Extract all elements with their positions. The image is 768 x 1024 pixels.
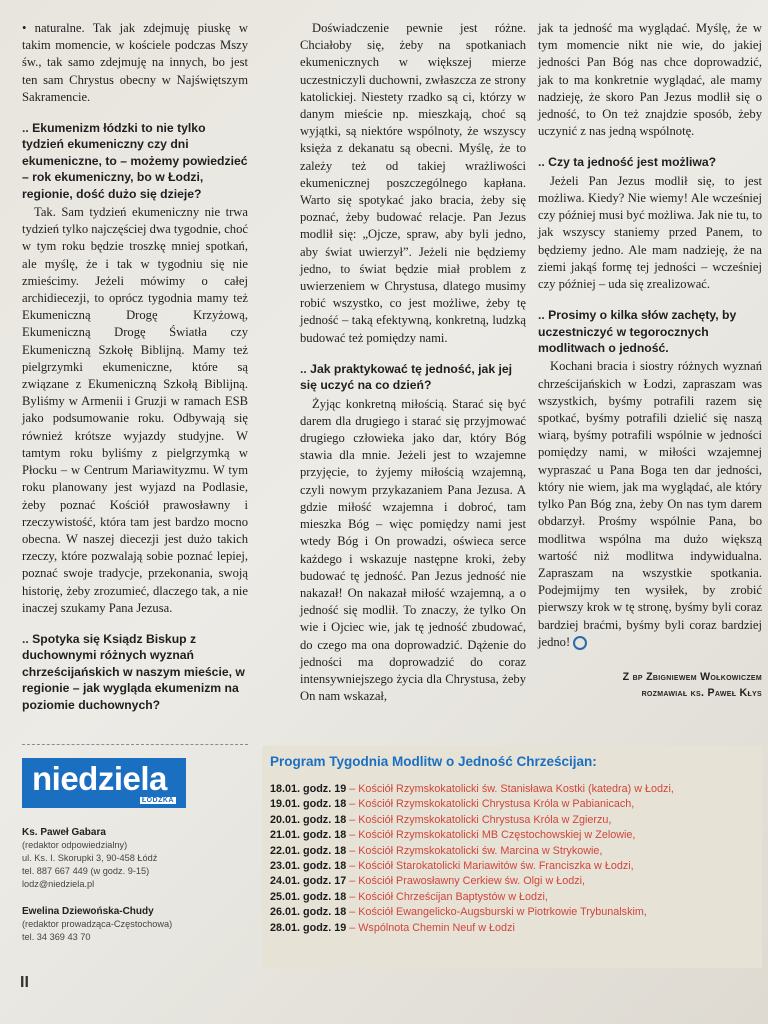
program-date: 22.01. godz. 18 <box>270 844 347 857</box>
closing-paragraph-text: Kochani bracia i siostry różnych wyznań chrześcijańskich w Łodzi, zapraszam was wszystkich, byśmy potrafili razem się spotkać, byśmy potrafili dzielić się naszą wiarą, byśmy potrafili wspólnie w jedności pomiędzy nami, w miłości wzajemnej wypraszać u Pana Boga ten dar jedności, który nie wiem, jak ma wyglądać, ale który tylko Pan Bóg zna, żeby On nas tym darem obdarzył. Prośmy wspólnie Pana, bo modlitwa wspólna ma dużo większą wartość niż modlitwa indywidualna. Zapraszam na wszystkie spotkania. Podejmijmy ten wysiłek, by zrobić pierwszy krok w tę stronę, byśmy byli coraz bardziej braćmi, byśmy byli coraz bardziej jedno! <box>538 359 762 649</box>
program-place: Kościół Prawosławny Cerkiew św. Olgi w Łodzi, <box>358 875 586 888</box>
end-of-article-icon <box>573 636 587 650</box>
program-place: Kościół Rzymskokatolicki Chrystusa Króla w Zgierzu, <box>358 813 612 826</box>
program-item <box>270 797 760 812</box>
program-item <box>270 828 760 843</box>
interview-question: .. Ekumenizm łódzki to nie tylko tydzień ekumeniczny czy dni ekumeniczne, to – możemy powiedzieć – rok ekumeniczny, bo w Łodzi, regionie, dość dużo się dzieje? <box>22 121 248 201</box>
program-place: Kościół Starokatolicki Mariawitów św. Franciszka w Łodzi, <box>358 860 634 873</box>
interview-question: .. Czy ta jedność jest możliwa? <box>538 155 717 170</box>
interview-question: .. Spotyka się Ksiądz Biskup z duchownymi różnych wyznań chrześcijańskich w naszym mieście, w regionie – jak wygląda ekumenizm na poziomie duchownych? <box>22 631 245 712</box>
paragraph: • naturalne. Tak jak zdejmuję piuskę w takim momencie, w kościele podczas Mszy św., tak samo zdejmuję na innych, bo jest ten sam Chrystus obecny w Najświętszym Sakramencie. <box>22 21 248 104</box>
program-item <box>270 905 760 920</box>
interview-question: .. Prosimy o kilka słów zachęty, by uczestniczyć w tegorocznych modlitwach o jedność. <box>538 308 737 356</box>
dash: – <box>349 906 356 919</box>
program-date: 20.01. godz. 18 <box>270 813 347 826</box>
program-place: Kościół Rzymskokatolicki św. Stanisława Kostki (katedra) w Łodzi, <box>358 783 674 795</box>
byline <box>538 669 762 701</box>
dash: – <box>349 860 356 873</box>
program-date: 28.01. godz. 19 <box>270 921 347 934</box>
byline-guest-name: Zbigniewem Wołkowiczem <box>646 670 762 683</box>
program-date: 21.01. godz. 18 <box>270 829 347 842</box>
staff-address: ul. Ks. I. Skorupki 3, 90-458 Łódź <box>22 853 158 863</box>
program-place: Kościół Rzymskokatolicki MB Częstochowskiej w Zelowie, <box>358 829 636 842</box>
staff-role: (redaktor odpowiedzialny) <box>22 840 128 850</box>
logo-word: niedziela <box>32 760 167 797</box>
paragraph: jak ta jedność ma wyglądać. Myślę, że w tym momencie nikt nie wie, do jakiej jedności Pan Bóg nas chce doprowadzić, jak to ma konkretnie wyglądać, ale mamy nadzieję, że skoro Pan Jezus modlił się o jedność, to On też znajdzie sposób, żeby uczynić z nas jedną wspólnotę. <box>538 21 762 139</box>
dash: – <box>349 890 356 903</box>
prayer-week-program-box <box>262 746 762 968</box>
paragraph: Tak. Sam tydzień ekumeniczny nie trwa tydzień tylko najczęściej dwa tygodnie, choć w tym roku będzie troszkę mniej spotkań, ale myślę, że i tak w tygodniu się nie zmieścimy. Jeżeli mówimy o całej archidiecezji, to oprócz tygodnia mamy też Ekumeniczną Drogę Krzyżową, Ekumeniczną Drogę Światła czy Ekumeniczną Szkołę Biblijną. Mamy też pielgrzymki ekumeniczne, które są związane z Ekumeniczną Szkołą Biblijną. Byliśmy w Armenii i Gruzji w ramach ESB jako podsumowanie roku. Odbywają się również krótsze wyjazdy studyjne. W tamtym roku byliśmy z pielgrzymką w Płocku – w Centrum Mariawityzmu. W tym roku planowany jest wyjazd na Podlasie, żeby poznać Kościół prawosławny i rzeczywistość, która tam jest bardzo mocno obecna. W naszej diecezji jest dużo takich rzeczy, które pozwalają sobie poznać lepiej, poznać swoje tradycje, przekonania, swoją historię, żeby zrozumieć, dlaczego tak, a nie inaczej szukamy Pana Jezusa. <box>22 205 248 615</box>
question-text: Prosimy o kilka słów zachęty, by uczestniczyć w tegorocznych modlitwach o jedność. <box>538 308 737 356</box>
paragraph: Jeżeli Pan Jezus modlił się, to jest możliwa. Kiedy? Nie wiemy! Ale wcześniej czy później musi być możliwa. Jak nie tu, to jak wszyscy staniemy przed Panem, to będziemy jedno. Ale mam nadzieję, że na ziemi jakąś formę tej jedności – wcześniej czy później – uda się zrealizować. <box>538 173 762 292</box>
section-divider <box>22 744 248 745</box>
question-text: Spotyka się Ksiądz Biskup z duchownymi różnych wyznań chrześcijańskich w naszym mieście, w regionie – jak wygląda ekumenizm na poziomie duchownych? <box>22 631 245 712</box>
paragraph <box>538 358 762 650</box>
program-item <box>270 859 760 874</box>
question-text: Ekumenizm łódzki to nie tylko tydzień ekumeniczny czy dni ekumeniczne, to – możemy powiedzieć – rok ekumeniczny, bo w Łodzi, regionie, dość dużo się dzieje? <box>22 121 248 201</box>
program-item <box>270 874 760 889</box>
dash: – <box>349 921 356 934</box>
program-date: 25.01. godz. 18 <box>270 890 347 903</box>
dash: – <box>349 829 356 842</box>
program-item <box>270 813 760 828</box>
staff-email: lodz@niedziela.pl <box>22 879 95 889</box>
interview-question: .. Jak praktykować tę jedność, jak jej się uczyć na co dzień? <box>300 361 513 393</box>
program-list <box>270 782 760 936</box>
staff-phone: tel. 887 667 449 (w godz. 9-15) <box>22 866 150 876</box>
byline-prefix: Z bp <box>622 670 643 683</box>
program-date: 23.01. godz. 18 <box>270 860 347 873</box>
program-item <box>270 921 760 936</box>
program-place: Kościół Rzymskokatolicki św. Marcina w Strykowie, <box>358 844 603 857</box>
program-date: 18.01. godz. 19 <box>270 783 347 795</box>
niedziela-logo <box>22 758 186 808</box>
dash: – <box>349 783 356 795</box>
program-date: 26.01. godz. 18 <box>270 906 347 919</box>
staff-role: (redaktor prowadząca-Częstochowa) <box>22 919 173 929</box>
dash: – <box>349 798 356 811</box>
dash: – <box>349 813 356 826</box>
paragraph: Doświadczenie pewnie jest różne. Chciałoby się, żeby na spotkaniach ekumenicznych w większej mierze uczestniczyli duchowni, zwłaszcza ze strony katolickiej. Niestety rzadko są ci, którzy w danym mieście np. mieszkają, choć są wyjątki, są niektóre wspólnoty, że wszyscy księża z dekanatu są obecni. Myślę, że to zależy też od takiej wrażliwości ekumenicznej poszczególnego kapłana. Warto się spotykać jako bracia, żeby się poznać, żeby budować relacje. Pan Jezus modlił się: „Ojcze, spraw, aby byli jedno, aby świat uwierzył”. Jeżeli nie będziemy jedno, to świat będzie miał problem z uwierzeniem w Chrystusa, dlatego musimy robić wszystko, co jest możliwe, żeby tę jedność – taką efektywną, konkretną, ludzką budować też pomiędzy nami. <box>300 21 526 345</box>
program-place: Kościół Ewangelicko-Augsburski w Piotrkowie Trybunalskim, <box>358 906 647 919</box>
question-text: Jak praktykować tę jedność, jak jej się uczyć na co dzień? <box>300 361 513 393</box>
program-place: Wspólnota Chemin Neuf w Łodzi <box>358 921 515 934</box>
staff-name: Ewelina Dziewońska-Chudy <box>22 906 154 917</box>
program-date: 19.01. godz. 18 <box>270 798 347 811</box>
staff-phone: tel. 34 369 43 70 <box>22 932 91 942</box>
program-place: Kościół Rzymskokatolicki Chrystusa Króla w Pabianicach, <box>358 798 635 811</box>
article-column-2 <box>300 20 526 705</box>
byline-guest <box>538 669 762 685</box>
byline-interviewer: rozmawiał ks. Paweł Kłys <box>641 686 762 699</box>
staff-name: Ks. Paweł Gabara <box>22 827 106 838</box>
page-number: II <box>20 974 29 991</box>
program-title: Program Tygodnia Modlitw o Jedność Chrześcijan: <box>270 754 597 769</box>
program-date: 24.01. godz. 17 <box>270 875 347 888</box>
program-item <box>270 844 760 859</box>
editorial-staff <box>22 820 248 944</box>
dash: – <box>349 875 356 888</box>
program-place: Kościół Chrześcijan Baptystów w Łodzi, <box>358 890 548 903</box>
article-column-3 <box>538 20 762 701</box>
program-item <box>270 782 760 797</box>
program-item <box>270 890 760 905</box>
dash: – <box>349 844 356 857</box>
logo-subtitle: ŁÓDZKA <box>141 797 174 804</box>
question-text: Czy ta jedność jest możliwa? <box>548 155 717 170</box>
article-column-1 <box>22 20 248 715</box>
paragraph: Żyjąc konkretną miłością. Starać się być darem dla drugiego i starać się przyjmować drugiego człowieka jako dar, który Bóg stawia dla mnie. Jeżeli jest to wzajemne przyjęcie, to żyjemy miłością wzajemną, czyli nowym przykazaniem Pana Jezusa. A gdzie miłość wzajemna i dobroć, tam mieszka Bóg – więc pomiędzy nami jest wtedy Bóg i On prowadzi, oświeca serce każdego i wskazuje następne kroki, żeby budować tę jedność. Pan Jezus jedność nie nakazał! On nakazał miłość wzajemną, a o jedność się modlił. To znaczy, że tylko On wie i Ojciec wie, jak tę jedność zbudować, do czego ma ona doprowadzić. Dążenie do jedności ma doprowadzić do coraz intensywniejszego życia dla Chrystusa, żeby On nam wskazał, <box>300 396 526 704</box>
